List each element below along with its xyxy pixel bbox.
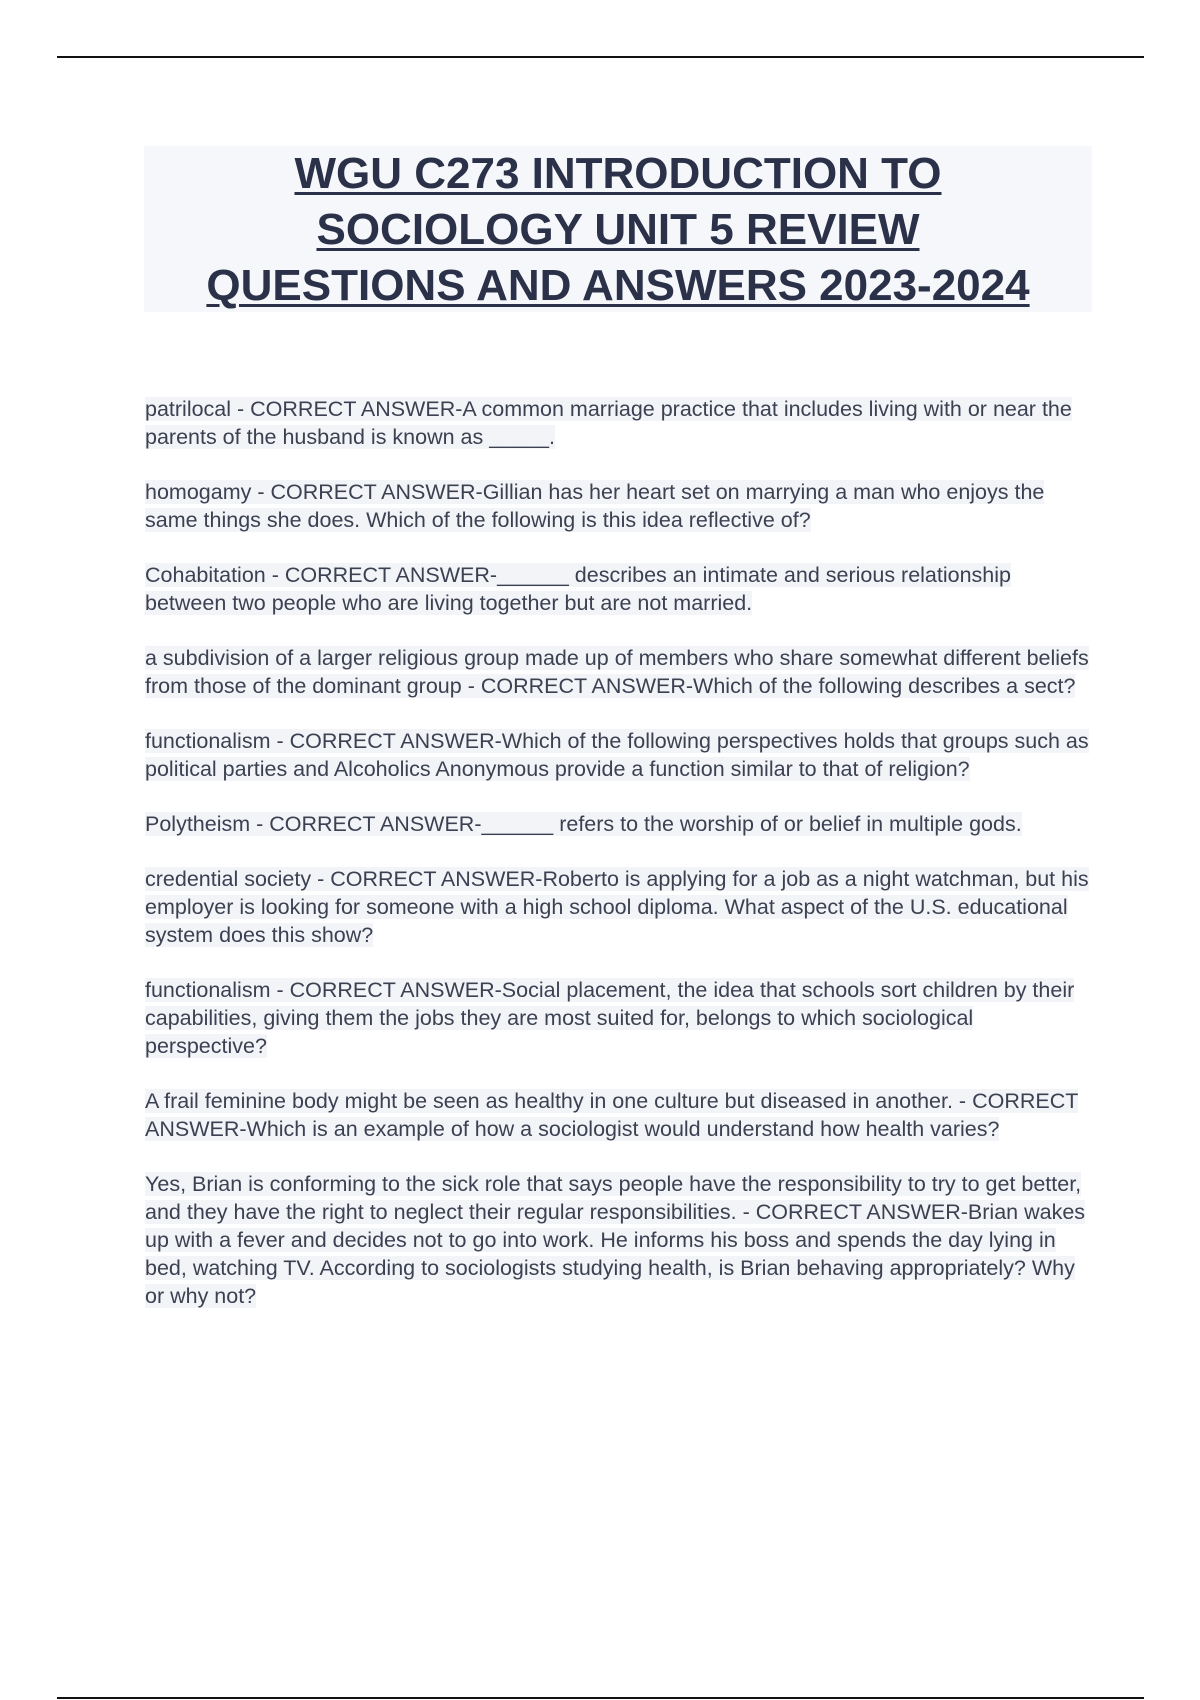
qa-item-7: credential society - CORRECT ANSWER-Roberto is applying for a job as a night watchman, but his employer is looking for someone with a high school diploma. What aspect of the U.S. educational system does this show? xyxy=(145,867,1089,947)
document-title xyxy=(144,146,1092,312)
qa-item-5: functionalism - CORRECT ANSWER-Which of the following perspectives holds that groups such as political parties and Alcoholics Anonymous provide a function similar to that of religion? xyxy=(145,729,1089,781)
qa-item-1: patrilocal - CORRECT ANSWER-A common marriage practice that includes living with or near the parents of the husband is known as _____. xyxy=(145,397,1072,449)
qa-item-3: Cohabitation - CORRECT ANSWER-______ describes an intimate and serious relationship between two people who are living together but are not married. xyxy=(145,563,1011,615)
title-line-2: SOCIOLOGY UNIT 5 REVIEW xyxy=(316,205,920,254)
title-line-1: WGU C273 INTRODUCTION TO xyxy=(294,149,942,198)
qa-item-6: Polytheism - CORRECT ANSWER-______ refers to the worship of or belief in multiple gods. xyxy=(145,812,1022,836)
qa-item-8: functionalism - CORRECT ANSWER-Social placement, the idea that schools sort children by their capabilities, giving them the jobs they are most suited for, belongs to which sociological perspective? xyxy=(145,978,1075,1058)
top-divider xyxy=(57,56,1144,58)
bottom-divider xyxy=(57,1697,1144,1699)
title-line-3: QUESTIONS AND ANSWERS 2023-2024 xyxy=(206,261,1030,310)
qa-item-4: a subdivision of a larger religious group made up of members who share somewhat different beliefs from those of the dominant group - CORRECT ANSWER-Which of the following describes a sect? xyxy=(145,646,1089,698)
qa-item-2: homogamy - CORRECT ANSWER-Gillian has her heart set on marrying a man who enjoys the same things she does. Which of the following is this idea reflective of? xyxy=(145,480,1045,532)
qa-list xyxy=(145,395,1095,1337)
qa-item-10: Yes, Brian is conforming to the sick role that says people have the responsibility to try to get better, and they have the right to neglect their regular responsibilities. - CORRECT ANSWER-Brian wakes up with a fever and decides not to go into work. He informs his boss and spends the day lying in bed, watching TV. According to sociologists studying health, is Brian behaving appropriately? Why or why not? xyxy=(145,1172,1086,1308)
qa-item-9: A frail feminine body might be seen as healthy in one culture but diseased in another. - CORRECT ANSWER-Which is an example of how a sociologist would understand how health varies? xyxy=(145,1089,1079,1141)
